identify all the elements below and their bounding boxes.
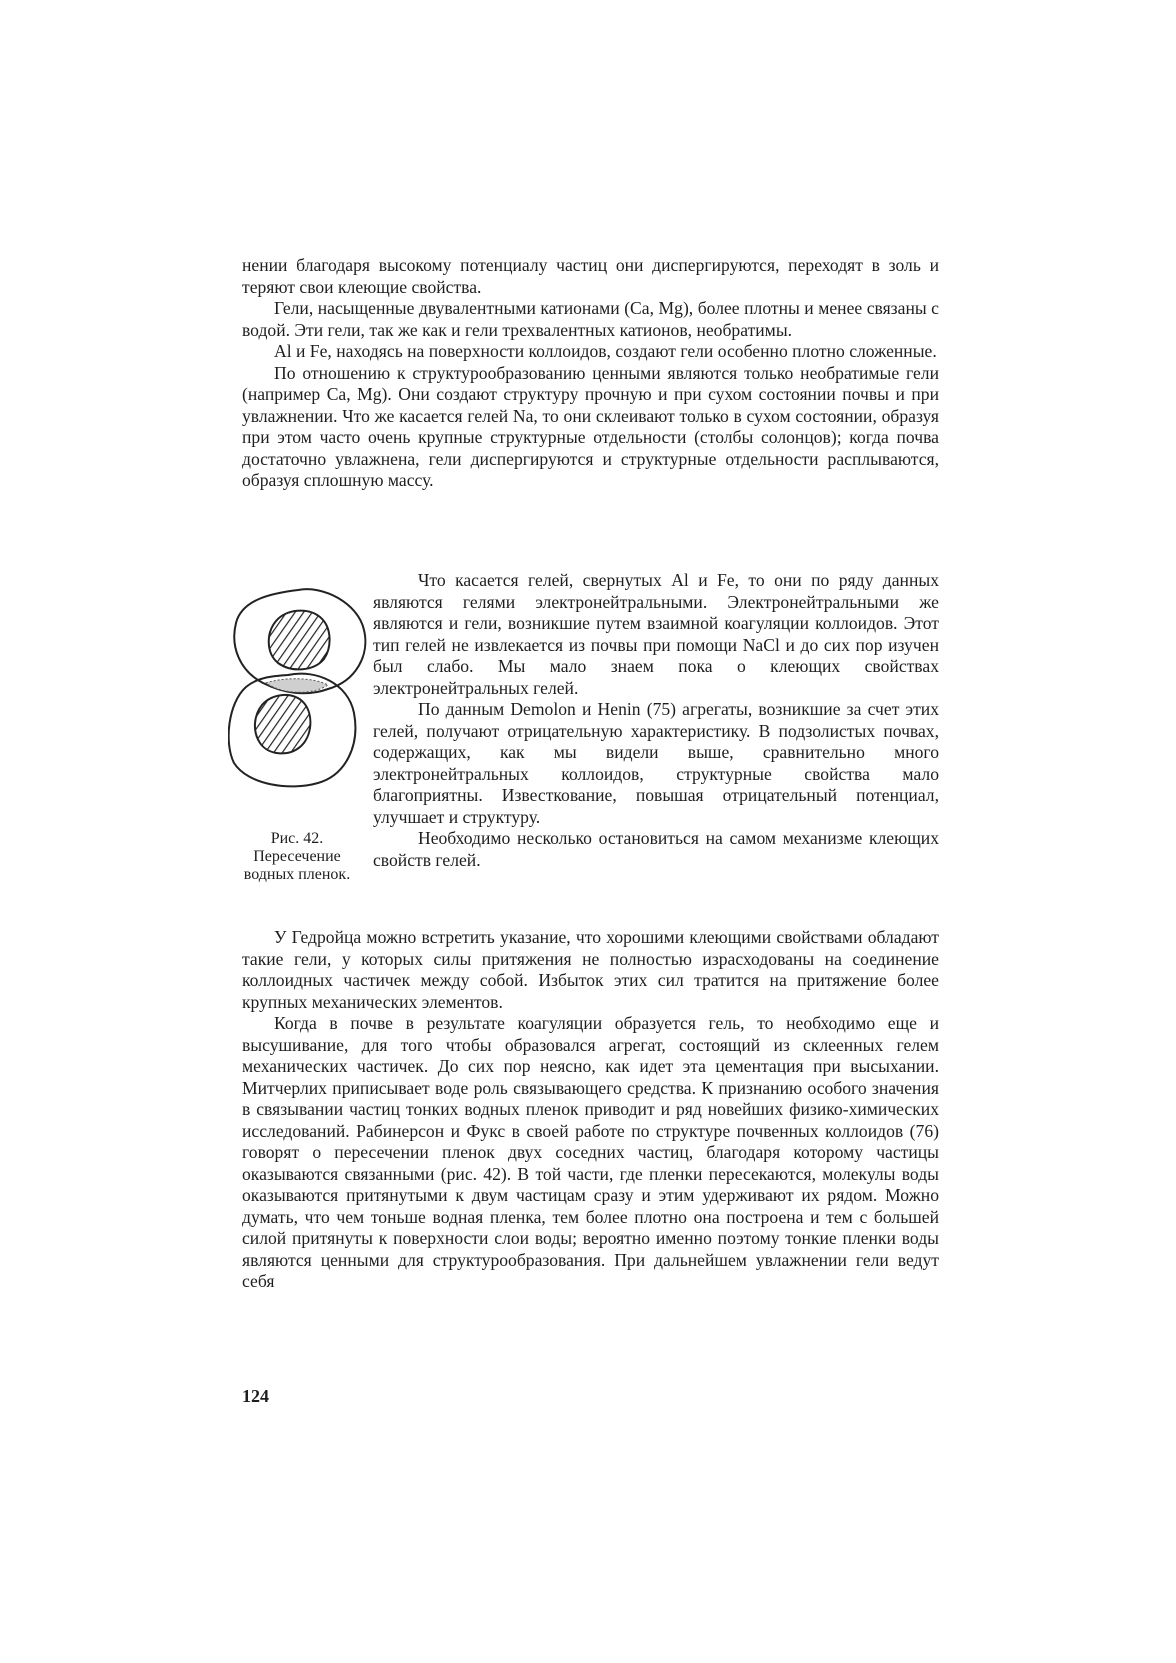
paragraph: Необходимо несколько остановиться на самом механизме клеющих свойств гелей. <box>373 828 939 870</box>
text-block-top <box>242 255 939 492</box>
film-intersection <box>266 679 328 693</box>
text-block-wrap <box>373 570 939 871</box>
text-block-bottom <box>242 927 939 1293</box>
paragraph: Когда в почве в результате коагуляции образуется гель, то необходимо еще и высушивание, для того чтобы образовался агрегат, состоящий из склеенных гелем механических частичек. До сих пор неясно, как идет эта цементация при высыхании. Митчерлих приписывает воде роль связывающего средства. К признанию особого значения в связывании частиц тонких водных пленок приводит и ряд новейших физико-химических исследований. Рабинерсон и Фукс в своей работе по структуре почвенных коллоидов (76) говорят о пересечении пленок двух соседних частиц, благодаря которому частицы оказываются связанными (рис. 42). В той части, где пленки пересекаются, молекулы воды оказываются притянутыми к двум частицам сразу и этим удерживают их рядом. Можно думать, что чем тоньше водная пленка, тем более плотно она построена и тем с большей силой притянуты к поверхности слои воды; вероятно именно поэтому тонкие пленки воды являются ценными для структурообразования. При дальнейшем увлажнении гели ведут себя <box>242 1013 939 1291</box>
lower-particle <box>255 695 310 753</box>
paragraph: Что касается гелей, свернутых Al и Fe, то они по ряду данных являются гелями электронейтральными. Электронейтральными же являются и гели, возникшие путем взаимной коагуляции коллоидов. Этот тип гелей не извлекается из почвы при помощи NaCl и до сих пор изучен был слабо. Мы мало знаем пока о клеющих свойствах электронейтральных гелей. <box>373 570 939 698</box>
paragraph: У Гедройца можно встретить указание, что хорошими клеющими свойствами обладают такие гели, у которых силы притяжения не полностью израсходованы на соединение коллоидных частичек между собой. Избыток этих сил тратится на притяжение более крупных механических элементов. <box>242 927 939 1012</box>
paragraph: Гели, насыщенные двувалентными катионами (Са, Mg), более плотны и менее связаны с водой. Эти гели, так же как и гели трехвалентных катионов, необратимы. <box>242 298 939 340</box>
page-number: 124 <box>242 1386 269 1406</box>
figure-caption: Рис. 42. Пересечение водных пленок. <box>243 830 351 883</box>
paragraph: нении благодаря высокому потенциалу частиц они диспергируются, переходят в золь и теряют свои клеющие свойства. <box>242 255 939 297</box>
paragraph: По отношению к структурообразованию ценными являются только необратимые гели (например Са, Mg). Они создают структуру прочную и при сухом состоянии почвы и при увлажнении. Что же касается гелей Na, то они склеивают только в сухом состоянии, образуя при этом часто очень крупные структурные отдельности (столбы солонцов); когда почва достаточно увлажнена, гели диспергируются и структурные отдельности расплываются, образуя сплошную массу. <box>242 362 939 490</box>
paragraph: Al и Fe, находясь на поверхности коллоидов, создают гели особенно плотно сложенные. <box>274 341 937 361</box>
figure-water-films <box>228 585 370 830</box>
paragraph: По данным Demolon и Henin (75) агрегаты, возникшие за счет этих гелей, получают отрицательную характеристику. В подзолистых почвах, содержащих, как мы видели выше, сравнительно много электронейтральных коллоидов, структурные свойства мало благоприятны. Известкование, повышая отрицательный потенциал, улучшает и структуру. <box>373 699 939 827</box>
upper-particle <box>269 611 330 670</box>
